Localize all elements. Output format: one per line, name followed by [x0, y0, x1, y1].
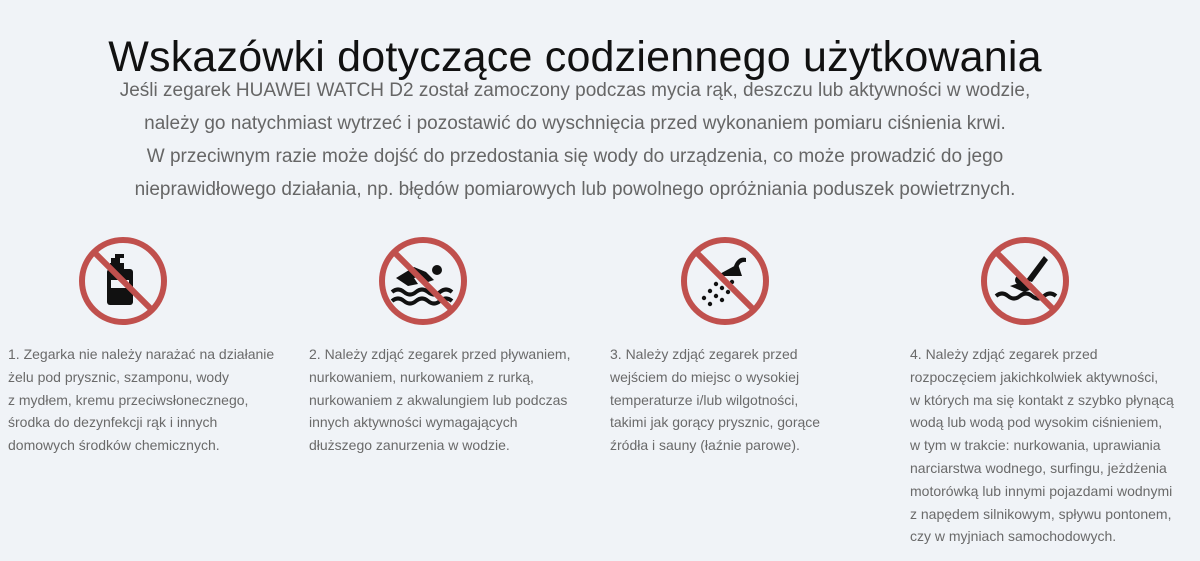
tip-line: z mydłem, kremu przeciwsłonecznego, — [8, 391, 249, 408]
tip-line: innych aktywności wymagających — [309, 414, 518, 431]
no-soap-bottle-icon — [78, 236, 168, 326]
intro-line: W przeciwnym razie może dojść do przedostania się wody do urządzenia, co może prowadzić do jego — [146, 146, 1004, 167]
tip-line: w których ma się kontakt z szybko płynącą — [910, 391, 1174, 408]
tip-line: domowych środków chemicznych. — [8, 437, 220, 454]
tip-line: źródła i sauny (łaźnie parowe). — [610, 437, 800, 454]
tip-line: z napędem silnikowym, spływu pontonem, — [910, 505, 1172, 522]
intro-line: należy go natychmiast wytrzeć i pozostawić do wyschnięcia przed wykonaniem pomiaru ciśnienia krwi. — [144, 113, 1006, 134]
tip-line: wodą lub wodą pod wysokim ciśnieniem, — [910, 414, 1163, 431]
tip-line: nurkowaniem, nurkowaniem z rurką, — [309, 368, 534, 385]
tip-line: temperaturze i/lub wilgotności, — [610, 391, 799, 408]
tip-line: 4. Należy zdjąć zegarek przed — [910, 346, 1098, 362]
tip-line: środka do dezynfekcji rąk i innych — [8, 414, 218, 431]
tip-line: rozpoczęciem jakichkolwiek aktywności, — [910, 368, 1159, 385]
tip-2 — [309, 343, 570, 457]
tip-line: w tym w trakcie: nurkowania, uprawiania — [910, 437, 1161, 454]
tip-line: nurkowaniem z akwalungiem lub podczas — [309, 391, 568, 408]
no-diving-icon — [980, 236, 1070, 326]
tip-line: takimi jak gorący prysznic, gorące — [610, 414, 821, 431]
tip-line: żelu pod prysznic, szamponu, wody — [8, 368, 229, 385]
tip-line: dłuższego zanurzenia w wodzie. — [309, 437, 510, 454]
tip-line: 1. Zegarka nie należy narażać na działanie — [8, 346, 275, 362]
tip-line: 3. Należy zdjąć zegarek przed — [610, 346, 798, 362]
intro-line: Jeśli zegarek HUAWEI WATCH D2 został zamoczony podczas mycia rąk, deszczu lub aktywności w wodzie, — [119, 80, 1031, 101]
tip-line: wejściem do miejsc o wysokiej — [610, 368, 800, 385]
tip-line: 2. Należy zdjąć zegarek przed pływaniem, — [309, 346, 571, 362]
tip-1 — [8, 343, 274, 457]
tip-line: czy w myjniach samochodowych. — [910, 528, 1117, 545]
tip-line: motorówką lub innymi pojazdami wodnymi — [910, 482, 1173, 499]
no-shower-icon — [680, 236, 770, 326]
intro-line: nieprawidłowego działania, np. błędów pomiarowych lub powolnego opróżniania poduszek powietrznych. — [134, 179, 1016, 200]
tip-line: narciarstwa wodnego, surfingu, jeżdżenia — [910, 459, 1167, 476]
intro-paragraph — [40, 74, 1110, 206]
page-title: Wskazówki dotyczące codziennego użytkowania — [108, 32, 1042, 81]
tip-4 — [910, 343, 1174, 548]
tip-3 — [610, 343, 820, 457]
no-swimming-icon — [378, 236, 468, 326]
